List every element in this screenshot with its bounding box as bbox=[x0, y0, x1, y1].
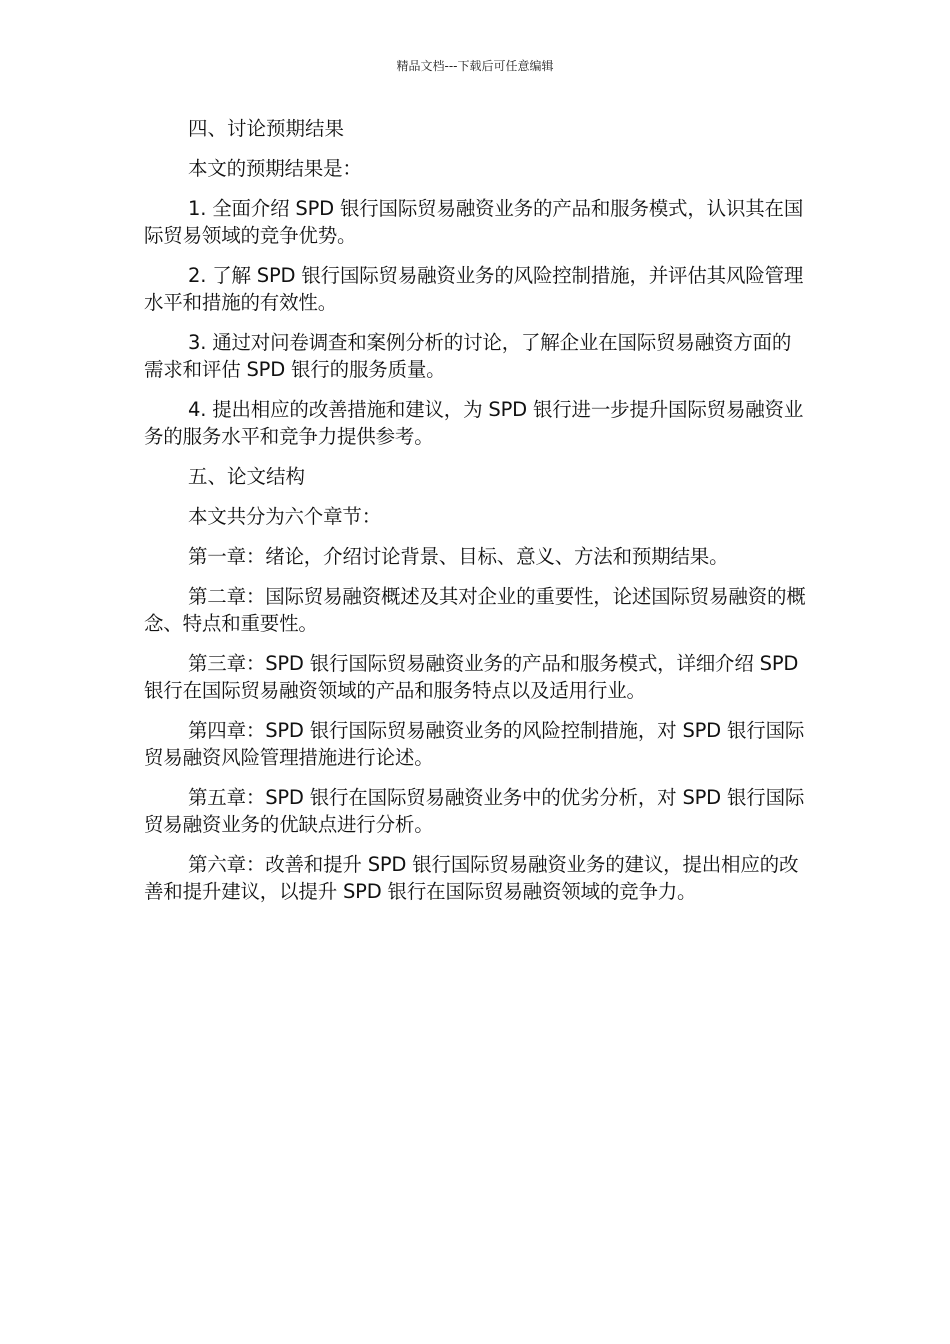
list-item: 3. 通过对问卷调查和案例分析的讨论，了解企业在国际贸易融资方面的需求和评估 SPD 银行的服务质量。 bbox=[144, 331, 792, 381]
list-item: 4. 提出相应的改善措施和建议，为 SPD 银行进一步提升国际贸易融资业务的服务水平和竞争力提供参考。 bbox=[144, 398, 804, 448]
list-item: 1. 全面介绍 SPD 银行国际贸易融资业务的产品和服务模式，认识其在国际贸易领域的竞争优势。 bbox=[144, 197, 804, 247]
chapter-item: 第三章：SPD 银行国际贸易融资业务的产品和服务模式，详细介绍 SPD 银行在国际贸易融资领域的产品和服务特点以及适用行业。 bbox=[144, 652, 799, 702]
page-header-note: 精品文档---下载后可任意编辑 bbox=[396, 59, 554, 73]
chapter-item: 第二章：国际贸易融资概述及其对企业的重要性，论述国际贸易融资的概念、特点和重要性。 bbox=[144, 585, 806, 635]
section-heading-expected-results: 四、讨论预期结果 bbox=[188, 117, 345, 140]
chapter-item: 第五章：SPD 银行在国际贸易融资业务中的优劣分析，对 SPD 银行国际贸易融资业务的优缺点进行分析。 bbox=[144, 786, 805, 836]
chapter-item: 第六章：改善和提升 SPD 银行国际贸易融资业务的建议，提出相应的改善和提升建议，以提升 SPD 银行在国际贸易融资领域的竞争力。 bbox=[144, 853, 799, 903]
document-body bbox=[144, 115, 808, 918]
section-heading-thesis-structure: 五、论文结构 bbox=[188, 465, 306, 488]
section-intro: 本文共分为六个章节： bbox=[188, 505, 382, 528]
section-intro: 本文的预期结果是： bbox=[188, 157, 362, 180]
list-item: 2. 了解 SPD 银行国际贸易融资业务的风险控制措施，并评估其风险管理水平和措施的有效性。 bbox=[144, 264, 804, 314]
chapter-item: 第四章：SPD 银行国际贸易融资业务的风险控制措施，对 SPD 银行国际贸易融资风险管理措施进行论述。 bbox=[144, 719, 805, 769]
chapter-item: 第一章：绪论，介绍讨论背景、目标、意义、方法和预期结果。 bbox=[188, 545, 729, 568]
